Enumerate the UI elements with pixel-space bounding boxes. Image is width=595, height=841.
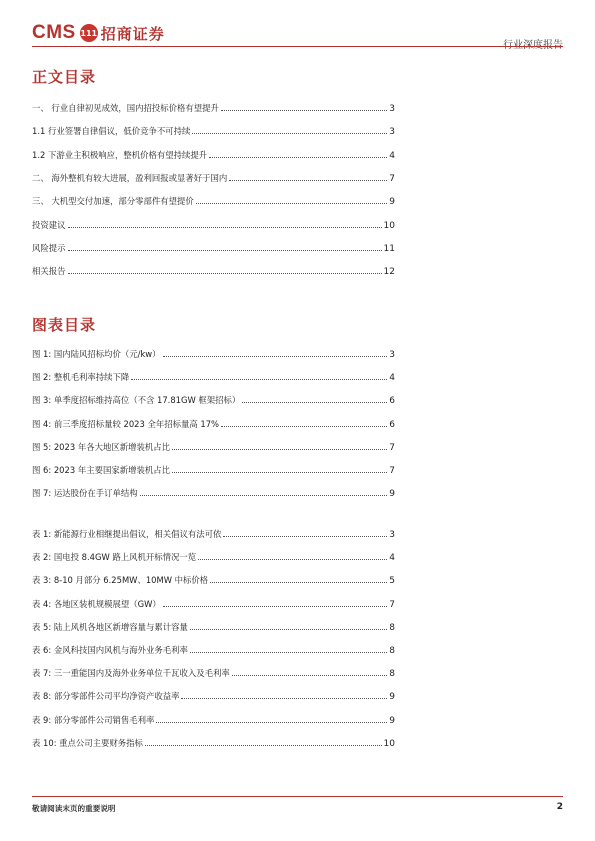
toc-entry-label: 表 4: 各地区装机规模展望（GW） [32, 598, 161, 609]
dot-leader [68, 273, 382, 274]
logo-chinese-name: 招商证券 [100, 24, 165, 43]
page-header [32, 14, 563, 54]
toc-entry[interactable] [32, 100, 395, 114]
toc-entry[interactable] [32, 217, 395, 231]
toc-entry[interactable] [32, 462, 395, 476]
toc-entry-label: 表 2: 国电投 8.4GW 路上风机开标情况一览 [32, 552, 197, 563]
toc-entry-page: 3 [389, 530, 395, 540]
toc-entry-label: 图 5: 2023 年各大地区新增装机占比 [32, 441, 170, 452]
toc-entry-page: 4 [389, 150, 395, 161]
toc-entry[interactable] [32, 439, 395, 453]
toc-entry-label: 表 9: 部分零部件公司销售毛利率 [32, 714, 155, 725]
toc-entry-label: 一、 行业自律初见成效，国内招投标价格有望提升 [32, 103, 219, 113]
toc-entry-label: 图 3: 单季度招标维持高位（不含 17.81GW 框架招标） [32, 395, 241, 406]
toc-entry-label: 二、 海外整机有较大进展，盈利回报或显著好于国内 [32, 172, 228, 183]
toc-entry-label: 表 7: 三一重能国内及海外业务单位千瓦收入及毛利率 [32, 668, 230, 679]
toc-entry-label: 表 3: 8-10 月部分 6.25MW、10MW 中标价格 [32, 575, 209, 586]
toc-entry[interactable] [32, 240, 395, 254]
toc-entry-label: 图 2: 整机毛利率持续下降 [32, 372, 130, 383]
toc-entry[interactable] [32, 170, 395, 184]
dot-leader [223, 536, 387, 537]
toc-entry[interactable] [32, 526, 395, 540]
toc-entry-page: 11 [383, 243, 395, 254]
toc-entry-page: 9 [389, 715, 395, 726]
toc-entry-page: 8 [389, 646, 395, 656]
toc-entry[interactable] [32, 619, 395, 633]
toc-entry-label: 表 10: 重点公司主要财务指标 [32, 737, 143, 748]
toc-entry-page: 10 [383, 738, 395, 749]
toc-entry[interactable] [32, 147, 395, 161]
toc-entry[interactable] [32, 416, 395, 430]
dot-leader [198, 559, 387, 560]
toc-entry[interactable] [32, 642, 395, 656]
dot-leader [232, 675, 388, 676]
toc-entry-label: 相关报告 [32, 266, 66, 277]
dot-leader [145, 745, 382, 746]
dot-leader [190, 629, 387, 630]
toc-entry[interactable] [32, 485, 395, 499]
toc-entry-label: 1.1 行业签署自律倡议，低价竞争不可持续 [32, 126, 191, 137]
logo-wordmark: CMS [32, 22, 76, 43]
dot-leader [181, 698, 387, 699]
toc-entry-label: 图 1: 国内陆风招标均价（元/kw） [32, 349, 161, 359]
toc-entry-page: 7 [389, 442, 395, 453]
figure-index-title: 图表目录 [32, 316, 97, 334]
toc-entry-page: 9 [389, 489, 395, 500]
toc-entry[interactable] [32, 392, 395, 406]
company-logo [32, 18, 165, 48]
dot-leader [190, 652, 387, 653]
toc-entry-page: 8 [389, 622, 395, 633]
dot-leader [163, 606, 388, 607]
toc-entry-page: 7 [389, 599, 395, 610]
dot-leader [242, 402, 387, 403]
toc-entry[interactable] [32, 123, 395, 137]
toc-entry-label: 表 1: 新能源行业相继提出倡议，相关倡议有法可依 [32, 529, 222, 539]
toc-entry-label: 投资建议 [32, 219, 66, 230]
toc-entry-page: 3 [389, 350, 395, 360]
toc-entry-page: 9 [389, 197, 395, 208]
toc-entry-page: 4 [389, 373, 395, 384]
toc-entry-label: 表 6: 金风科技国内风机与海外业务毛利率 [32, 645, 188, 655]
toc-entry-label: 图 4: 前三季度招标量较 2023 全年招标量高 17% [32, 418, 220, 429]
toc-entry-label: 图 6: 2023 年主要国家新增装机占比 [32, 465, 170, 475]
toc-entry[interactable] [32, 665, 395, 679]
dot-leader [221, 110, 387, 111]
toc-entry-page: 6 [389, 419, 395, 430]
dot-leader [68, 250, 382, 251]
dot-leader [196, 203, 387, 204]
dot-leader [68, 227, 382, 228]
toc-entry-page: 9 [389, 692, 395, 703]
toc-entry[interactable] [32, 572, 395, 586]
toc-entry-label: 风险提示 [32, 242, 66, 253]
toc-entry[interactable] [32, 193, 395, 207]
toc-entry[interactable] [32, 712, 395, 726]
toc-entry-label: 表 5: 陆上风机各地区新增容量与累计容量 [32, 621, 188, 632]
dot-leader [209, 157, 387, 158]
dot-leader [172, 449, 387, 450]
toc-entry[interactable] [32, 346, 395, 360]
logo-badge-icon: 111 [80, 24, 98, 42]
toc-entry-page: 12 [383, 267, 395, 278]
dot-leader [172, 472, 387, 473]
footer-divider [32, 796, 563, 797]
toc-entry[interactable] [32, 263, 395, 277]
report-type-label: 行业深度报告 [503, 40, 563, 51]
toc-entry[interactable] [32, 735, 395, 749]
toc-entry[interactable] [32, 596, 395, 610]
dot-leader [131, 379, 387, 380]
toc-entry-page: 7 [389, 466, 395, 476]
dot-leader [156, 722, 387, 723]
header-divider [32, 46, 563, 47]
toc-entry-page: 8 [389, 669, 395, 680]
toc-entry-label: 图 7: 运达股份在手订单结构 [32, 488, 138, 499]
toc-entry-page: 3 [389, 104, 395, 114]
dot-leader [210, 582, 387, 583]
toc-entry-page: 7 [389, 173, 395, 184]
toc-entry-page: 5 [389, 576, 395, 587]
toc-entry[interactable] [32, 688, 395, 702]
toc-entry-label: 三、 大机型交付加速，部分零部件有望提价 [32, 196, 194, 207]
dot-leader [140, 495, 388, 496]
dot-leader [221, 426, 387, 427]
page-number: 2 [556, 802, 563, 812]
dot-leader [163, 356, 388, 357]
dot-leader [192, 133, 387, 134]
dot-leader [229, 180, 387, 181]
toc-title: 正文目录 [32, 68, 97, 86]
toc-entry[interactable] [32, 369, 395, 383]
toc-entry-label: 1.2 下游业主积极响应，整机价格有望持续提升 [32, 149, 208, 160]
toc-entry-page: 3 [389, 127, 395, 138]
toc-entry[interactable] [32, 549, 395, 563]
toc-entry-label: 表 8: 部分零部件公司平均净资产收益率 [32, 691, 180, 702]
toc-entry-page: 4 [389, 553, 395, 564]
toc-entry-page: 6 [389, 396, 395, 407]
footer-disclaimer: 敬请阅读末页的重要说明 [32, 804, 116, 813]
toc-entry-page: 10 [383, 220, 395, 231]
